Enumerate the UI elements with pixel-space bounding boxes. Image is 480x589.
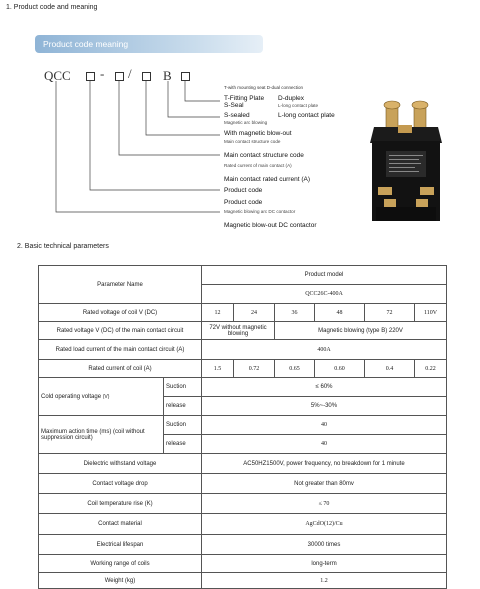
legend-s-sealed: S-sealed [224, 112, 250, 119]
voltage-cell: 48 [315, 304, 365, 322]
contactor-product-image [362, 95, 452, 235]
coil-current-cell: 0.72 [234, 360, 275, 378]
legend-rated: Main contact rated current (A) [224, 176, 310, 183]
legend-d-duplex: D-duplex [278, 95, 305, 102]
table-row [39, 573, 447, 589]
main-voltage-note: 72V without magnetic blowing [202, 322, 275, 340]
dielectric-value: AC50HZ1500V, power frequency, no breakdown for 1 minute [202, 454, 447, 474]
code-prefix: QCC [44, 68, 71, 83]
main-voltage-label: Rated voltage V (DC) of the main contact circuit [39, 322, 202, 340]
table-row [39, 514, 447, 535]
voltage-cell: 36 [275, 304, 315, 322]
action-suction-value: 40 [202, 416, 447, 435]
table-row [39, 535, 447, 555]
legend-rated-sub: Product code [224, 187, 263, 194]
coil-range-value: long-term [202, 555, 447, 573]
weight-label: Weight (kg) [39, 573, 202, 589]
action-time-label: Maximum action time (ms) (coil without suppression circuit) [39, 416, 164, 454]
table-row [39, 416, 447, 435]
coil-current-cell: 0.4 [365, 360, 415, 378]
table-row [39, 360, 447, 378]
cold-release-value: 5%~-30% [202, 397, 447, 416]
voltage-cell: 24 [234, 304, 275, 322]
dielectric-label: Dielectric withstand voltage [39, 454, 202, 474]
release-label: release [164, 435, 202, 454]
coil-current-cell: 0.22 [415, 360, 447, 378]
code-letter-b: B [163, 68, 172, 83]
table-row [39, 378, 447, 397]
table-row [39, 304, 447, 322]
suction-label: Suction [164, 416, 202, 435]
header-product-model: Product model [202, 266, 447, 285]
section-title-product-code: 1. Product code and meaning [6, 4, 98, 11]
legend-s-seal: S-Seal [224, 102, 244, 109]
legend-structure: Main contact structure code [224, 152, 304, 159]
electrical-lifespan-label: Electrical lifespan [39, 535, 202, 555]
main-current-label: Rated load current of the main contact circuit (A) [39, 340, 202, 360]
coil-current-cell: 0.65 [275, 360, 315, 378]
table-row [39, 494, 447, 514]
model-value: QCC26C-400A [202, 285, 447, 304]
coil-range-label: Working range of coils [39, 555, 202, 573]
voltage-cell: 72 [365, 304, 415, 322]
coil-temp-value: ≤ 70 [202, 494, 447, 514]
electrical-lifespan-value: 30000 times [202, 535, 447, 555]
release-label: release [164, 397, 202, 416]
cold-voltage-unit: (V) [102, 393, 110, 400]
voltage-drop-value: Not greater than 80mv [202, 474, 447, 494]
table-row [39, 555, 447, 573]
cold-suction-value: ≤ 60% [202, 378, 447, 397]
action-release-value: 40 [202, 435, 447, 454]
coil-temp-label: Coil temperature rise (K) [39, 494, 202, 514]
legend-product-sub: Magnetic blowing arc DC contactor [224, 209, 296, 214]
coil-current-cell: 0.60 [315, 360, 365, 378]
suction-label: Suction [164, 378, 202, 397]
legend-blowout: With magnetic blow-out [224, 130, 292, 137]
table-row [39, 340, 447, 360]
weight-value: 1.2 [202, 573, 447, 589]
legend-structure-sub: Rated current of main contact (A) [224, 163, 292, 168]
legend-dc: Magnetic blow-out DC contactor [224, 222, 317, 229]
table-row [39, 322, 447, 340]
legend-l-long: L-long contact plate [278, 112, 335, 119]
legend-s-sub: Magnetic arc blowing [224, 120, 268, 125]
section-title-technical-params: 2. Basic technical parameters [17, 243, 109, 250]
voltage-cell: 110V [415, 304, 447, 322]
table-row [39, 266, 447, 285]
cold-voltage-label [39, 378, 164, 416]
legend-d-sub: L-long contact plate [278, 103, 319, 108]
coil-current-label: Rated current of coil (A) [39, 360, 202, 378]
banner-product-code-meaning: Product code meaning [35, 35, 263, 53]
legend-t-fitting: T-Fitting Plate [224, 95, 265, 102]
header-parameter-name: Parameter Name [39, 266, 202, 304]
code-separator-slash: / [128, 66, 132, 81]
main-current-value: 400A [202, 340, 447, 360]
main-voltage-value: Magnetic blowing (type B) 220V [275, 322, 447, 340]
technical-parameters-table [38, 265, 447, 589]
contact-material-label: Contact material [39, 514, 202, 535]
legend-t-desc: T-with mounting seat D-dual connection [224, 85, 304, 90]
table-row [39, 454, 447, 474]
code-separator-dash: - [100, 66, 105, 81]
cold-voltage-text: Cold operating voltage [41, 393, 102, 400]
legend-blowout-sub: Main contact structure code [224, 139, 281, 144]
voltage-drop-label: Contact voltage drop [39, 474, 202, 494]
legend-product: Product code [224, 199, 263, 206]
voltage-cell: 12 [202, 304, 234, 322]
table-row [39, 474, 447, 494]
contact-material-value: AgCdO(12)/Cu [202, 514, 447, 535]
rated-voltage-label: Rated voltage of coil V (DC) [39, 304, 202, 322]
coil-current-cell: 1.5 [202, 360, 234, 378]
